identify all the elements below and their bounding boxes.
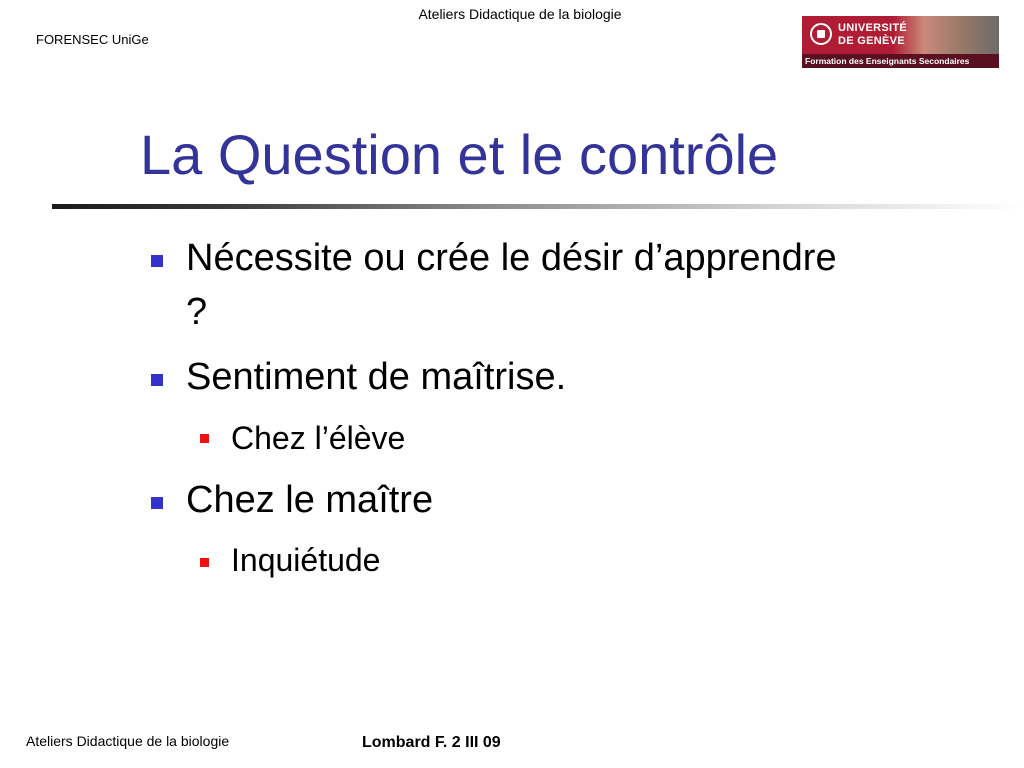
bullet-text: Nécessite ou crée le désir d’apprendre xyxy=(186,237,837,279)
logo-line-2: DE GENÈVE xyxy=(838,35,905,47)
university-logo xyxy=(802,16,999,68)
title-divider xyxy=(52,204,1024,209)
sub-bullet-icon xyxy=(200,558,209,567)
slide-title: La Question et le contrôle xyxy=(140,123,779,186)
footer-author-date: Lombard F. 2 III 09 xyxy=(362,734,501,751)
logo-line-1: UNIVERSITÉ xyxy=(838,22,908,34)
header-left-text: FORENSEC UniGe xyxy=(36,32,149,47)
bullet-icon xyxy=(151,255,163,267)
sub-bullet-text: Chez l’élève xyxy=(231,420,406,456)
footer-left-text: Ateliers Didactique de la biologie xyxy=(26,733,230,749)
sub-bullet-text: Inquiétude xyxy=(231,542,381,578)
bullet-text: Sentiment de maîtrise. xyxy=(186,356,567,398)
bullet-text-continuation: ? xyxy=(186,291,208,333)
logo-band-text: Formation des Enseignants Secondaires xyxy=(802,54,999,68)
bullet-icon xyxy=(151,497,163,509)
university-seal-icon xyxy=(810,23,832,45)
bullet-icon xyxy=(151,374,163,386)
header-top-text: Ateliers Didactique de la biologie xyxy=(418,6,622,22)
bullet-text: Chez le maître xyxy=(186,479,434,521)
sub-bullet-icon xyxy=(200,434,209,443)
